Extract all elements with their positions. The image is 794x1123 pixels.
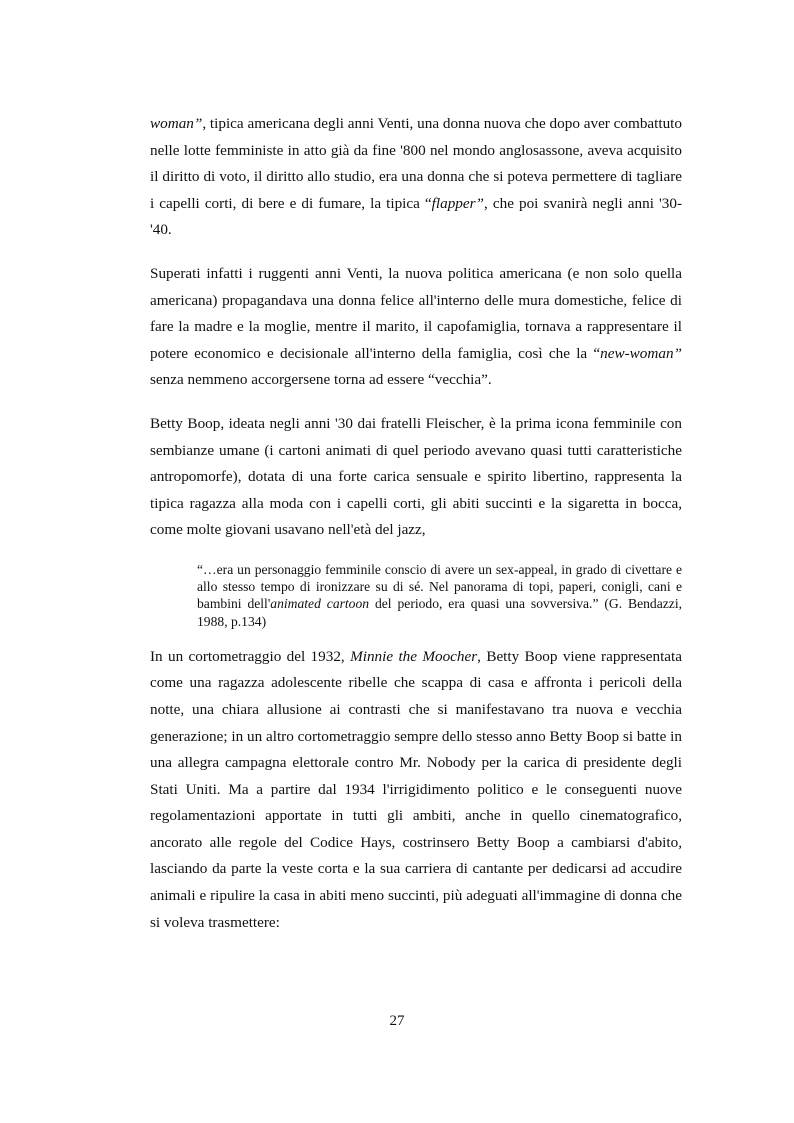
italic-text: flapper” bbox=[431, 194, 484, 212]
paragraph bbox=[150, 644, 682, 937]
italic-text: Minnie the Moocher bbox=[350, 647, 478, 665]
text-run: , tipica americana degli anni Venti, una donna nuova che dopo aver combattuto nelle lotte femministe in atto già da fine '800 nel mondo anglosassone, aveva acquisito il diritto di voto, il diritto allo studio, era una donna che si poteva permettere di tagliare i capelli corti, di bere e di fumare, la tipica “ bbox=[150, 115, 682, 212]
block-quote bbox=[197, 561, 682, 630]
page-body bbox=[150, 111, 682, 936]
page-number: 27 bbox=[389, 1013, 405, 1029]
text-run: In un cortometraggio del 1932, bbox=[150, 647, 351, 665]
text-run: Superati infatti i ruggenti anni Venti, la nuova politica americana (e non solo quella americana) propagandava una donna felice all'interno delle mura domestiche, felice di fare la madre e la moglie, mentre il marito, il capofamiglia, tornava a rappresentare il potere economico e decisionale all'interno della famiglia, così che la “ bbox=[150, 264, 682, 362]
text-run: Betty Boop, ideata negli anni '30 dai fratelli Fleischer, è la prima icona femminile con sembianze umane (i cartoni animati di quel periodo avevano quasi tutti caratteristiche antropomorfe), dotata di una forte carica sensuale e spirito libertino, rappresenta la tipica ragazza alla moda con i capelli corti, gli abiti succinti e la sigaretta in bocca, come molte giovani usavano nell'età del jazz, bbox=[150, 414, 682, 539]
text-run: , Betty Boop viene rappresentata come una ragazza adolescente ribelle che scappa di casa e affronta i pericoli della notte, una chiara allusione ai contrasti che si manifestavano tra nuova e vecchia generazione; in un altro cortometraggio sempre dello stesso anno Betty Boop si batte in una allegra campagna elettorale contro Mr. Nobody per la carica di presidente degli Stati Uniti. Ma a partire dal 1934 l'irrigidimento politico e le conseguenti nuove regolamentazioni apportate in tutti gli ambiti, anche in quello cinematografico, ancorato alle regole del Codice Hays, costrinsero Betty Boop a cambiarsi d'abito, lasciando da parte la veste corta e la sua carriera di cantante per dedicarsi ad accudire animali e ripulire la casa in abiti meno succinti, più adeguati all'immagine di donna che si voleva trasmettere: bbox=[150, 647, 683, 931]
italic-text: animated cartoon bbox=[270, 596, 370, 612]
text-run: , che poi svanirà negli anni '30-'40. bbox=[150, 194, 682, 239]
text-run: del periodo, era quasi una sovversiva.” (G. Bendazzi, 1988, p.134) bbox=[197, 596, 682, 629]
paragraph bbox=[150, 111, 682, 244]
paragraph bbox=[150, 411, 682, 544]
italic-text: woman” bbox=[150, 115, 203, 132]
text-run: “…era un personaggio femminile conscio di avere un sex-appeal, in grado di civettare e allo stesso tempo di ironizzare su di sé. Nel panorama di topi, paperi, conigli, cani e bambini dell' bbox=[197, 561, 682, 612]
text-run: senza nemmeno accorgersene torna ad essere “vecchia”. bbox=[150, 371, 492, 389]
italic-text: new-woman” bbox=[600, 344, 682, 362]
paragraph bbox=[150, 261, 682, 394]
